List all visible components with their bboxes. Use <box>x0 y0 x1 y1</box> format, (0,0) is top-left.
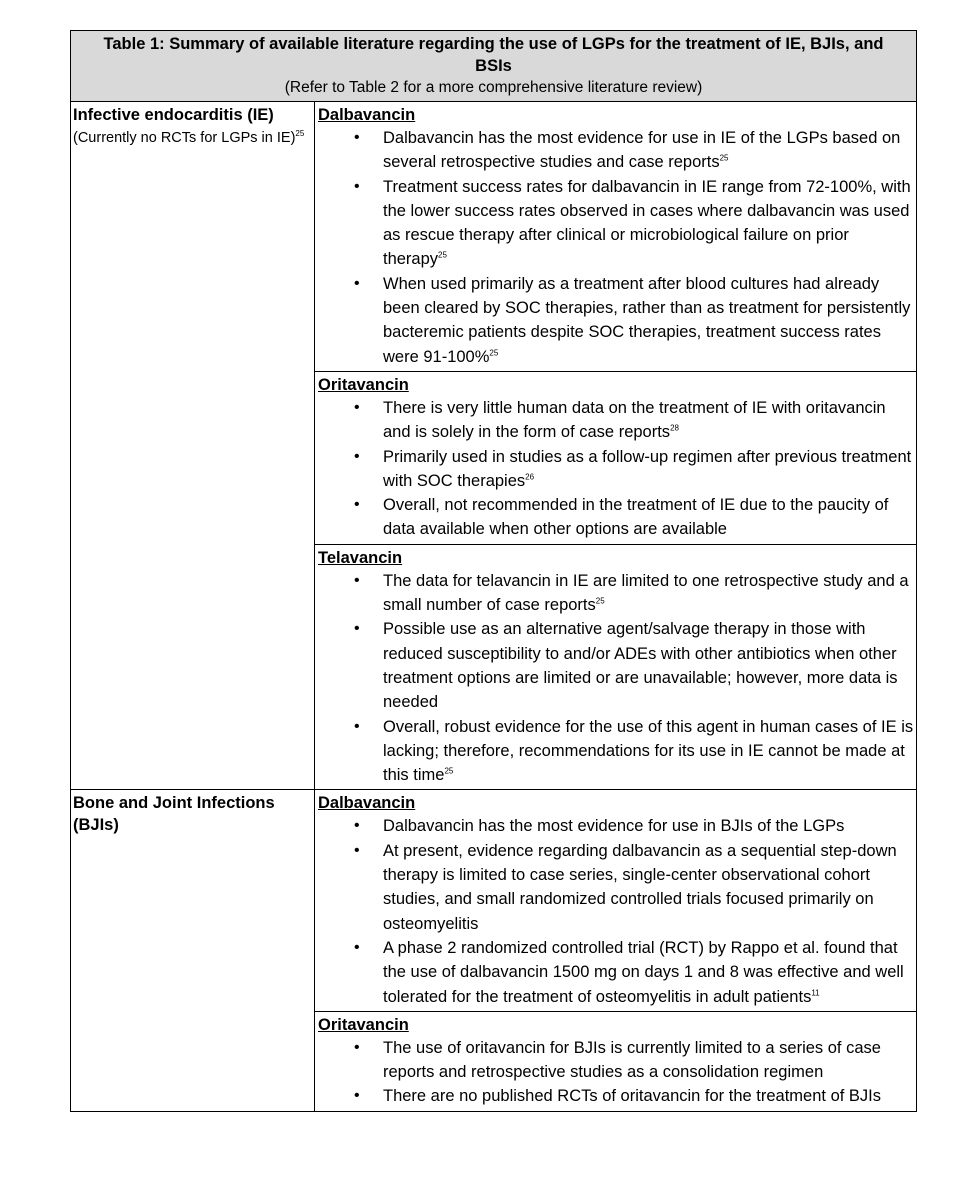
evidence-bullet <box>318 272 916 369</box>
bullet-dot-icon: • <box>354 571 360 589</box>
evidence-bullet <box>318 493 916 542</box>
reference-superscript: 25 <box>489 348 499 358</box>
evidence-bullet <box>318 715 916 788</box>
evidence-bullet-list <box>318 1036 916 1109</box>
table-title: Table 1: Summary of available literature regarding the use of LGPs for the treatment of IE, BJIs, and BSIs <box>103 35 884 75</box>
drug-name: Oritavancin <box>318 1015 409 1034</box>
evidence-bullet <box>318 839 916 936</box>
evidence-bullet <box>318 175 916 272</box>
category-note <box>73 128 312 148</box>
bullet-dot-icon: • <box>354 817 360 835</box>
table-row <box>71 102 917 372</box>
evidence-bullet <box>318 569 916 618</box>
bullet-dot-icon: • <box>354 398 360 416</box>
bullet-dot-icon: • <box>354 841 360 859</box>
bullet-text: There is very little human data on the treatment of IE with oritavancin and is solely in the form of case reports <box>383 398 886 442</box>
evidence-bullet <box>318 814 916 838</box>
bullet-text: At present, evidence regarding dalbavancin as a sequential step-down therapy is limited to case series, single-center observational cohort studies, and small randomized controlled trials focused primarily on osteomyelitis <box>383 841 897 933</box>
reference-superscript: 25 <box>595 596 605 606</box>
bullet-text: Primarily used in studies as a follow-up regimen after previous treatment with SOC therapies <box>383 447 912 490</box>
evidence-bullet-list <box>318 814 916 1008</box>
reference-superscript: 28 <box>670 423 679 433</box>
bullet-dot-icon: • <box>354 1038 360 1056</box>
reference-superscript: 25 <box>438 250 447 260</box>
bullet-text: A phase 2 randomized controlled trial (RCT) by Rappo et al. found that the use of dalbavancin 1500 mg on days 1 and 8 was effective and well tolerated for the treatment of osteomyelitis in adult patients <box>383 938 904 1006</box>
bullet-text: Possible use as an alternative agent/salvage therapy in those with reduced susceptibility to and/or ADEs with other antibiotics when other treatment options are limited or are unavailable; however, more data is needed <box>383 620 898 712</box>
bullet-text: When used primarily as a treatment after blood cultures had already been cleared by SOC therapies, rather than as treatment for persistently bacteremic patients despite SOC therapies, treatment success rates were 91-100% <box>383 274 911 366</box>
reference-superscript: 26 <box>525 472 535 482</box>
literature-summary-table <box>70 30 917 1112</box>
bullet-dot-icon: • <box>354 177 360 195</box>
bullet-dot-icon: • <box>354 129 360 146</box>
bullet-dot-icon: • <box>354 274 360 292</box>
category-cell <box>71 102 315 790</box>
evidence-bullet-list <box>318 569 916 788</box>
bullet-dot-icon: • <box>354 938 360 956</box>
bullet-text: The use of oritavancin for BJIs is currently limited to a series of case reports and retrospective studies as a consolidation regimen <box>383 1038 881 1082</box>
bullet-text: Overall, not recommended in the treatment of IE due to the paucity of data available when other options are available <box>383 496 889 539</box>
table-row <box>71 790 917 1011</box>
reference-superscript: 25 <box>295 129 305 139</box>
table-subtitle: (Refer to Table 2 for a more comprehensive literature review) <box>284 79 703 96</box>
reference-superscript: 25 <box>444 766 454 776</box>
bullet-dot-icon: • <box>354 496 360 514</box>
drug-cell <box>315 1011 917 1111</box>
category-cell <box>71 790 315 1111</box>
category-title: Infective endocarditis (IE) <box>73 106 274 124</box>
evidence-bullet <box>318 445 916 494</box>
drug-cell <box>315 790 917 1011</box>
reference-superscript: 11 <box>811 988 820 997</box>
table-header-cell <box>71 31 917 102</box>
bullet-dot-icon: • <box>354 447 360 465</box>
bullet-text: Dalbavancin has the most evidence for use in BJIs of the LGPs <box>383 817 845 836</box>
drug-name: Dalbavancin <box>318 106 416 124</box>
bullet-dot-icon: • <box>354 717 360 735</box>
category-note-text: (Currently no RCTs for LGPs in IE) <box>73 130 296 146</box>
drug-name: Oritavancin <box>318 375 409 394</box>
evidence-bullet-list <box>318 396 916 542</box>
evidence-bullet <box>318 1084 916 1108</box>
bullet-text: Treatment success rates for dalbavancin in IE range from 72-100%, with the lower success rates observed in cases where dalbavancin was used as rescue therapy after clinical or microbiological failure on prior therapy <box>383 177 911 269</box>
bullet-dot-icon: • <box>354 1087 360 1105</box>
table-header-row <box>71 31 917 102</box>
evidence-bullet <box>318 617 916 714</box>
bullet-text: Dalbavancin has the most evidence for use in IE of the LGPs based on several retrospective studies and case reports <box>383 129 901 172</box>
drug-cell <box>315 544 917 790</box>
literature-summary-table-container <box>70 30 916 1112</box>
evidence-bullet <box>318 396 916 445</box>
drug-name: Telavancin <box>318 548 403 567</box>
category-title: Bone and Joint Infections (BJIs) <box>73 794 275 835</box>
evidence-bullet <box>318 936 916 1009</box>
table-body <box>71 31 917 1112</box>
bullet-text: There are no published RCTs of oritavancin for the treatment of BJIs <box>383 1087 881 1106</box>
evidence-bullet <box>318 1036 916 1085</box>
reference-superscript: 25 <box>719 153 729 163</box>
evidence-bullet-list <box>318 126 916 369</box>
bullet-dot-icon: • <box>354 620 360 638</box>
drug-name: Dalbavancin <box>318 794 416 813</box>
evidence-bullet <box>318 126 916 175</box>
bullet-text: The data for telavancin in IE are limited to one retrospective study and a small number of case reports <box>383 571 909 615</box>
drug-cell <box>315 371 917 544</box>
bullet-text: Overall, robust evidence for the use of this agent in human cases of IE is lacking; therefore, recommendations for its use in IE cannot be made at this time <box>383 717 914 785</box>
drug-cell <box>315 102 917 372</box>
